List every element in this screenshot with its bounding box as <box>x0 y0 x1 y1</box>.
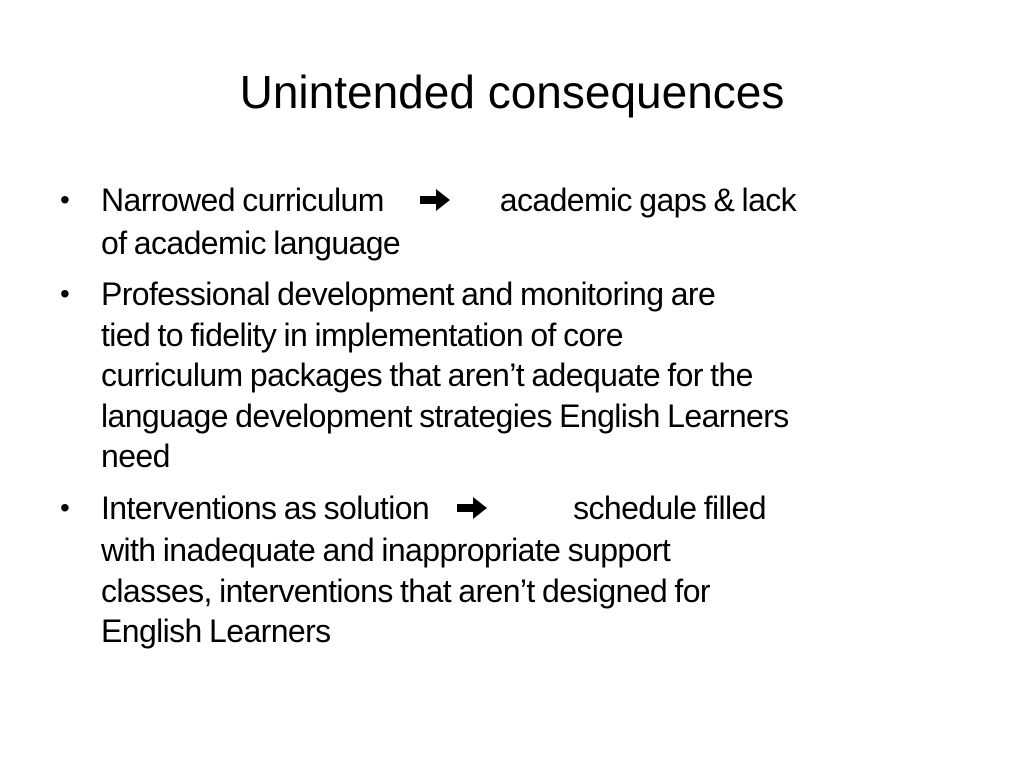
bullet-lead-text: Narrowed curriculum <box>101 182 384 218</box>
bullet-lead-text: Interventions as solution <box>101 489 430 526</box>
bullet-line: need <box>101 438 170 474</box>
bullet-line: classes, interventions that aren’t designed for <box>101 572 710 609</box>
bullet-line: language development strategies English Learners <box>101 397 789 434</box>
bullet-line: curriculum packages that aren’t adequate for the <box>101 357 753 393</box>
bullet-item <box>58 274 978 477</box>
bullet-result-text: schedule filled <box>573 489 766 526</box>
bullet-line: Professional development and monitoring are <box>101 276 716 312</box>
bullet-line: tied to fidelity in implementation of core <box>101 316 623 353</box>
bullet-item <box>58 180 978 263</box>
bullet-line <box>101 180 978 223</box>
bullet-dot-icon: • <box>60 491 70 523</box>
bullet-list <box>58 180 978 663</box>
bullet-line: English Learners <box>101 613 331 649</box>
bullet-line: of academic language <box>101 224 401 261</box>
slide-title: Unintended consequences <box>239 66 785 118</box>
right-arrow-icon <box>455 490 489 531</box>
bullet-dot-icon: • <box>60 278 70 309</box>
bullet-dot-icon: • <box>60 184 70 215</box>
bullet-result-text: academic gaps & lack <box>499 182 797 218</box>
right-arrow-icon <box>418 182 452 223</box>
bullet-item <box>58 488 978 652</box>
bullet-line: with inadequate and inappropriate support <box>101 532 671 568</box>
bullet-line <box>101 488 978 531</box>
